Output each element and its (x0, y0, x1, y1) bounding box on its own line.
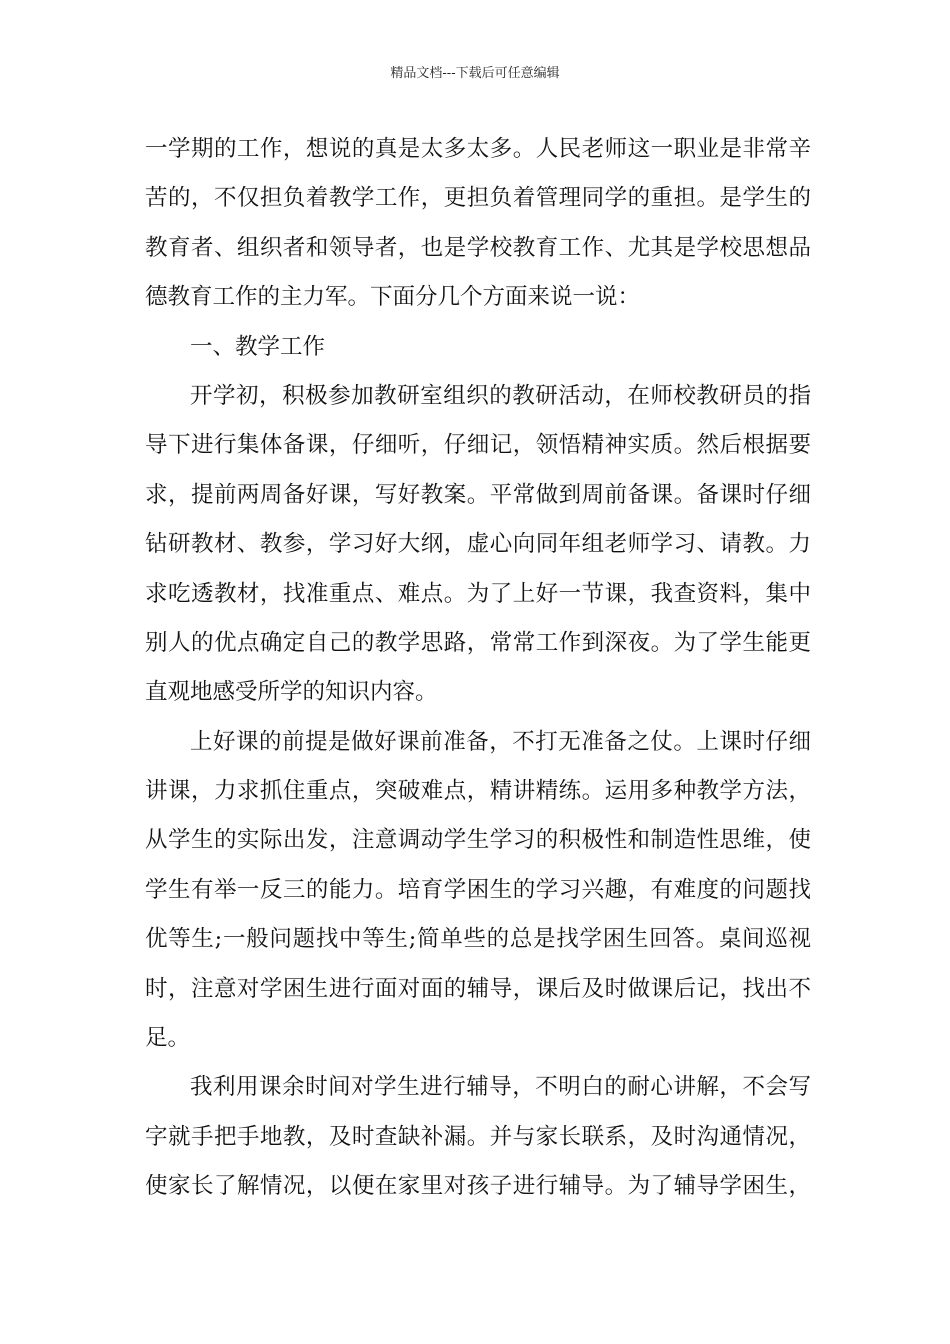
text-line: 导下进行集体备课，仔细听，仔细记，领悟精神实质。然后根据要 (145, 432, 811, 459)
document-body (145, 125, 811, 1212)
text-line: 求，提前两周备好课，写好教案。平常做到周前备课。备课时仔细 (145, 481, 811, 508)
text-line: 时，注意对学困生进行面对面的辅导，课后及时做课后记，找出不 (145, 975, 811, 1002)
section-heading-text: 一、教学工作 (190, 333, 326, 360)
paragraph-preparation (145, 372, 811, 718)
page-header: 精品文档---下载后可任意编辑 (390, 66, 560, 81)
paragraph-teaching (145, 718, 811, 1064)
text-line: 学生有举一反三的能力。培育学困生的学习兴趣，有难度的问题找 (145, 876, 811, 903)
text-line: 足。 (145, 1025, 191, 1052)
text-line: 我利用课余时间对学生进行辅导，不明白的耐心讲解，不会写 (190, 1074, 811, 1101)
text-line: 上好课的前提是做好课前准备，不打无准备之仗。上课时仔细 (190, 728, 811, 755)
text-line: 德教育工作的主力军。下面分几个方面来说一说： (145, 284, 641, 311)
text-line: 求吃透教材，找准重点、难点。为了上好一节课，我查资料，集中 (145, 580, 811, 607)
text-line: 使家长了解情况，以便在家里对孩子进行辅导。为了辅导学困生， (145, 1173, 811, 1200)
text-line: 别人的优点确定自己的教学思路，常常工作到深夜。为了学生能更 (145, 629, 811, 656)
text-line: 字就手把手地教，及时查缺补漏。并与家长联系，及时沟通情况， (145, 1123, 811, 1150)
text-line: 开学初，积极参加教研室组织的教研活动，在师校教研员的指 (190, 382, 811, 409)
text-line: 直观地感受所学的知识内容。 (145, 679, 438, 706)
paragraph-tutoring (145, 1063, 811, 1211)
text-line: 优等生;一般问题找中等生;简单些的总是找学困生回答。桌间巡视 (145, 926, 811, 953)
section-heading (145, 323, 811, 372)
text-line: 一学期的工作，想说的真是太多太多。人民老师这一职业是非常辛 (145, 136, 811, 162)
text-line: 教育者、组织者和领导者，也是学校教育工作、尤其是学校思想品 (145, 234, 811, 261)
text-line: 讲课，力求抓住重点，突破难点，精讲精练。运用多种教学方法， (145, 778, 811, 805)
text-line: 苦的，不仅担负着教学工作，更担负着管理同学的重担。是学生的 (145, 185, 811, 212)
text-line: 钻研教材、教参，学习好大纲，虚心向同年组老师学习、请教。力 (145, 531, 811, 558)
paragraph-intro (145, 125, 811, 323)
text-line: 从学生的实际出发，注意调动学生学习的积极性和制造性思维，使 (145, 827, 811, 854)
